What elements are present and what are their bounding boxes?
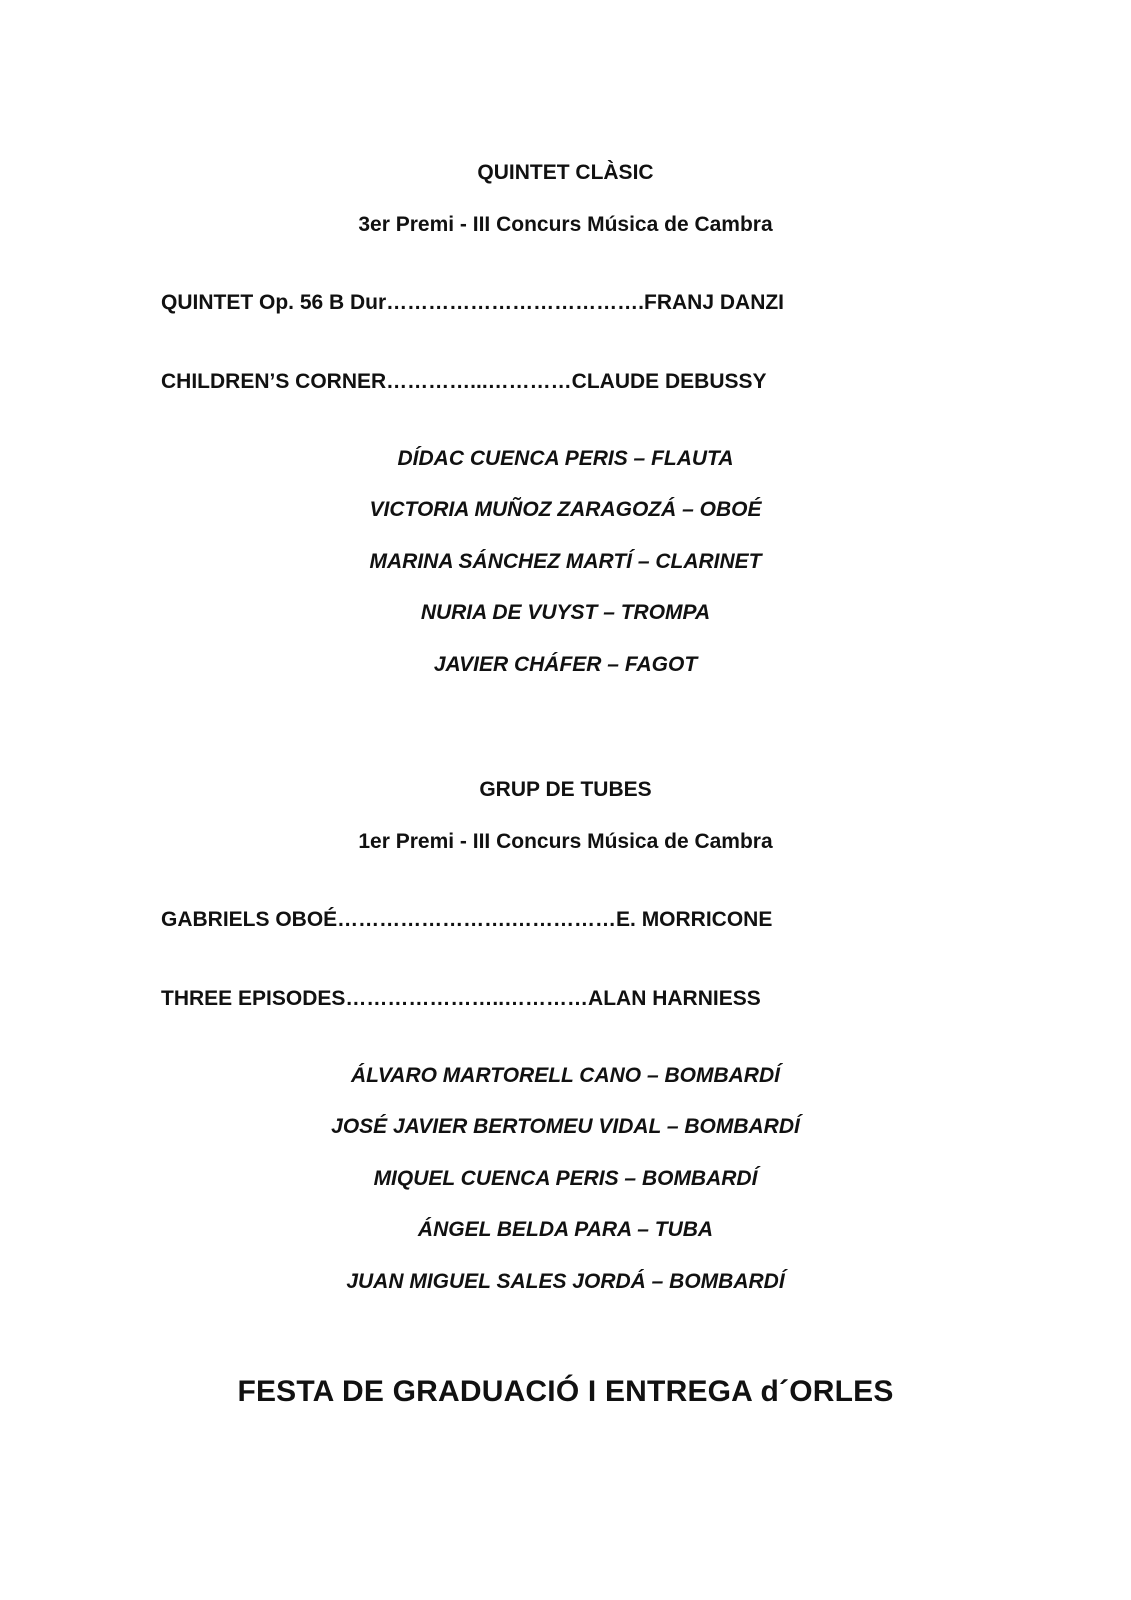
program-work: GABRIELS OBOÉ…………………….……………E. MORRICONE <box>161 908 773 931</box>
performer: JAVIER CHÁFER – FAGOT <box>433 653 698 676</box>
section-award: 3er Premi - III Concurs Música de Cambra <box>358 213 773 236</box>
section-award: 1er Premi - III Concurs Música de Cambra <box>358 830 773 853</box>
performer: DÍDAC CUENCA PERIS – FLAUTA <box>397 447 734 470</box>
section-title: QUINTET CLÀSIC <box>477 161 654 184</box>
performer: JOSÉ JAVIER BERTOMEU VIDAL – BOMBARDÍ <box>331 1115 800 1138</box>
program-work: CHILDREN’S CORNER…………...…………CLAUDE DEBUSSY <box>161 370 767 393</box>
performer: MIQUEL CUENCA PERIS – BOMBARDÍ <box>373 1167 758 1190</box>
performer: MARINA SÁNCHEZ MARTÍ – CLARINET <box>369 550 762 573</box>
performer: JUAN MIGUEL SALES JORDÁ – BOMBARDÍ <box>346 1270 785 1293</box>
footer-title: FESTA DE GRADUACIÓ I ENTREGA d´ORLES <box>237 1375 894 1408</box>
performer: VICTORIA MUÑOZ ZARAGOZÁ – OBOÉ <box>369 498 762 521</box>
program-work: THREE EPISODES…………………..…………ALAN HARNIESS <box>161 987 761 1010</box>
performer: ÁNGEL BELDA PARA – TUBA <box>417 1218 714 1241</box>
section-title: GRUP DE TUBES <box>479 778 652 801</box>
performer: ÁLVARO MARTORELL CANO – BOMBARDÍ <box>351 1064 780 1087</box>
program-work: QUINTET Op. 56 B Dur……………………………….FRANJ DANZI <box>161 291 785 314</box>
performer: NURIA DE VUYST – TROMPA <box>420 601 711 624</box>
